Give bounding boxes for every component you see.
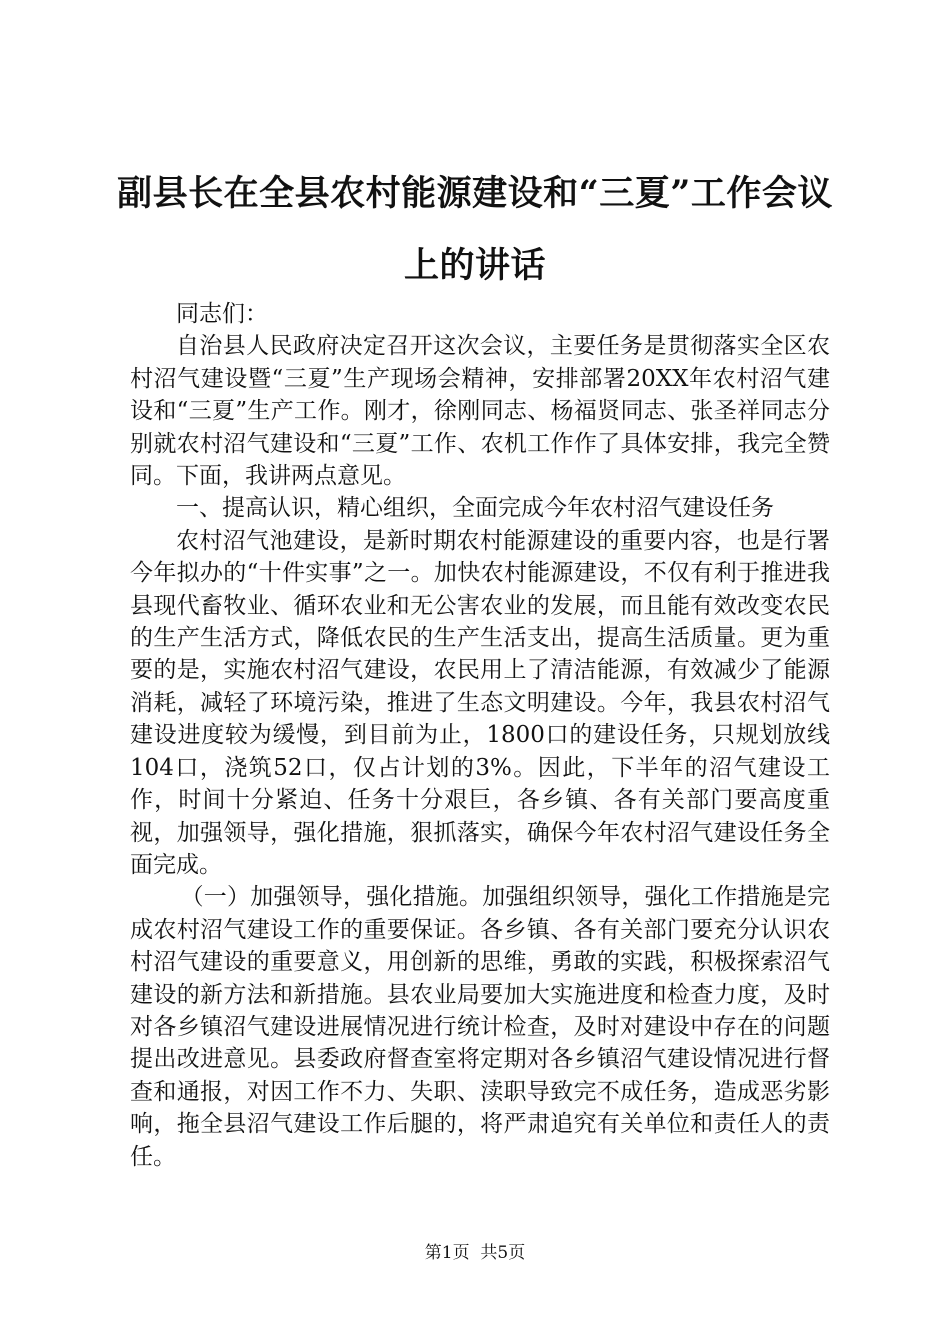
paragraph-intro: 自治县人民政府决定召开这次会议，主要任务是贯彻落实全区农村沼气建设暨“三夏”生产现场会精神，安排部署20XX年农村沼气建设和“三夏”生产工作。刚才，徐刚同志、杨福贤同志、张圣祥同志分别就农村沼气建设和“三夏”工作、农机工作作了具体安排，我完全赞同。下面，我讲两点意见。 [130,333,830,490]
paragraph-subsection-1: （一）加强领导，强化措施。加强组织领导，强化工作措施是完成农村沼气建设工作的重要保证。各乡镇、各有关部门要充分认识农村沼气建设的重要意义，用创新的思维，勇敢的实践，积极探索沼气建设的新方法和新措施。县农业局要加大实施进度和检查力度，及时对各乡镇沼气建设进展情况进行统计检查，及时对建设中存在的问题提出改进意见。县委政府督查室将定期对各乡镇沼气建设情况进行督查和通报，对因工作不力、失职、渎职导致完不成任务，造成恶劣影响，拖全县沼气建设工作后腿的，将严肃追究有关单位和责任人的责任。 [130,884,830,1170]
paragraph-biogas-importance: 农村沼气池建设，是新时期农村能源建设的重要内容，也是行署今年拟办的“十件实事”之一。加快农村能源建设，不仅有利于推进我县现代畜牧业、循环农业和无公害农业的发展，而且能有效改变农民的生产生活方式，降低农民的生产生活支出，提高生活质量。更为重要的是，实施农村沼气建设，农民用上了清洁能源，有效减少了能源消耗，减轻了环境污染，推进了生态文明建设。今年，我县农村沼气建设进度较为缓慢，到目前为止，1800口的建设任务，只规划放线104口，浇筑52口，仅占计划的3%。因此，下半年的沼气建设工作，时间十分紧迫、任务十分艰巨，各乡镇、各有关部门要高度重视，加强领导，强化措施，狠抓落实，确保今年农村沼气建设任务全面完成。 [130,527,830,878]
page-number: 第1页 [424,1243,470,1263]
salutation: 同志们： [176,301,268,327]
page-footer [0,1242,950,1264]
section-heading-1: 一、提高认识，精心组织，全面完成今年农村沼气建设任务 [176,495,774,522]
document-body [130,298,830,1173]
document-title: 副县长在全县农村能源建设和“三夏”工作会议上的讲话 [117,173,833,286]
total-pages: 共5页 [480,1243,526,1263]
